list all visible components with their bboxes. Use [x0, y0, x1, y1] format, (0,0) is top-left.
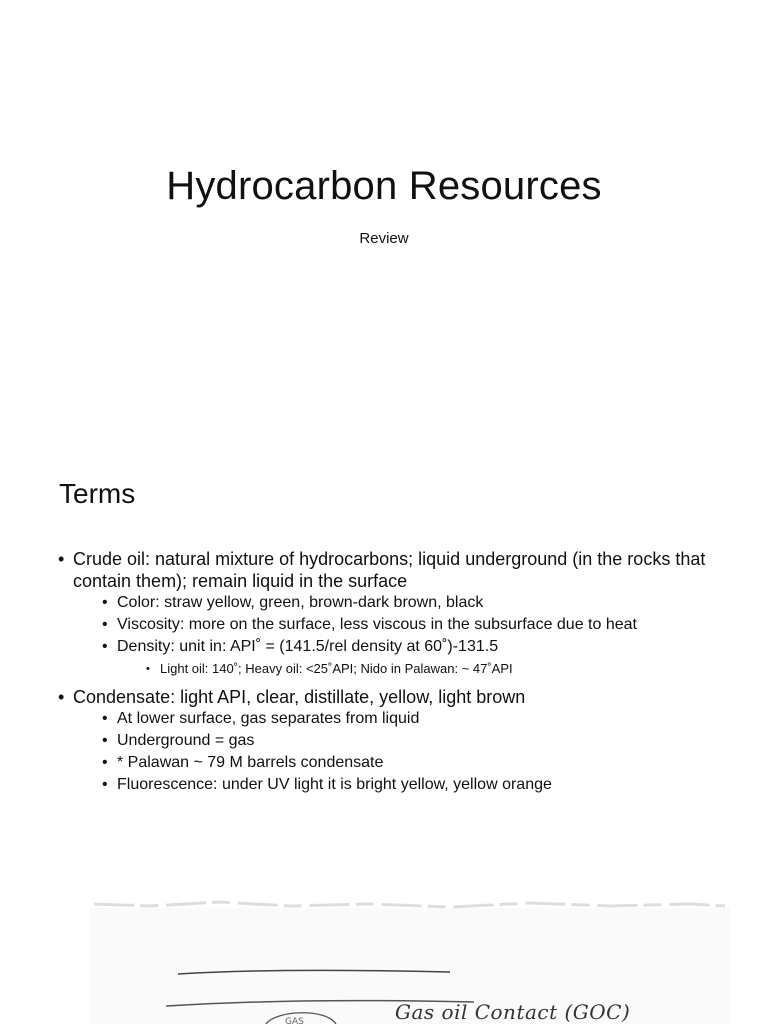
- page-subtitle: Review: [359, 230, 409, 247]
- list-item: • Color: straw yellow, green, brown-dark brown, black: [102, 592, 718, 614]
- list-item: • Light oil: 140˚; Heavy oil: <25˚API; Nido in Palawan: ~ 47˚API: [146, 658, 718, 680]
- crude-oil-list: [58, 548, 718, 680]
- density-item: [102, 636, 718, 680]
- list-item: • Underground = gas: [102, 730, 718, 752]
- density-sublist: [117, 658, 718, 680]
- list-item: • Fluorescence: under UV light it is bright yellow, yellow orange: [102, 774, 718, 796]
- crude-oil-sublist: [73, 592, 718, 680]
- list-item: • * Palawan ~ 79 M barrels condensate: [102, 752, 718, 774]
- condensate-list: [58, 686, 718, 796]
- density-text: Density: unit in: API˚ = (141.5/rel density at 60˚)-131.5: [117, 638, 499, 655]
- crude-oil-item: [58, 548, 718, 680]
- sketch-label: Gas oil Contact (GOC): [395, 1000, 631, 1024]
- condensate-text: Condensate: light API, clear, distillate, yellow, light brown: [73, 687, 526, 707]
- condensate-item: [58, 686, 718, 796]
- terms-heading: Terms: [59, 478, 136, 509]
- faded-ink-line: [94, 902, 725, 907]
- gas-cap-label: GAS: [285, 1017, 304, 1024]
- crude-oil-text: Crude oil: natural mixture of hydrocarbons; liquid underground (in the rocks that contain them); remain liquid in the surface: [73, 549, 706, 591]
- terms-slide: [0, 440, 768, 870]
- condensate-sublist: [73, 708, 718, 796]
- list-item: • At lower surface, gas separates from liquid: [102, 708, 718, 730]
- page-title: Hydrocarbon Resources: [166, 164, 602, 208]
- title-slide: [0, 0, 768, 440]
- list-item: • Viscosity: more on the surface, less viscous in the subsurface due to heat: [102, 614, 718, 636]
